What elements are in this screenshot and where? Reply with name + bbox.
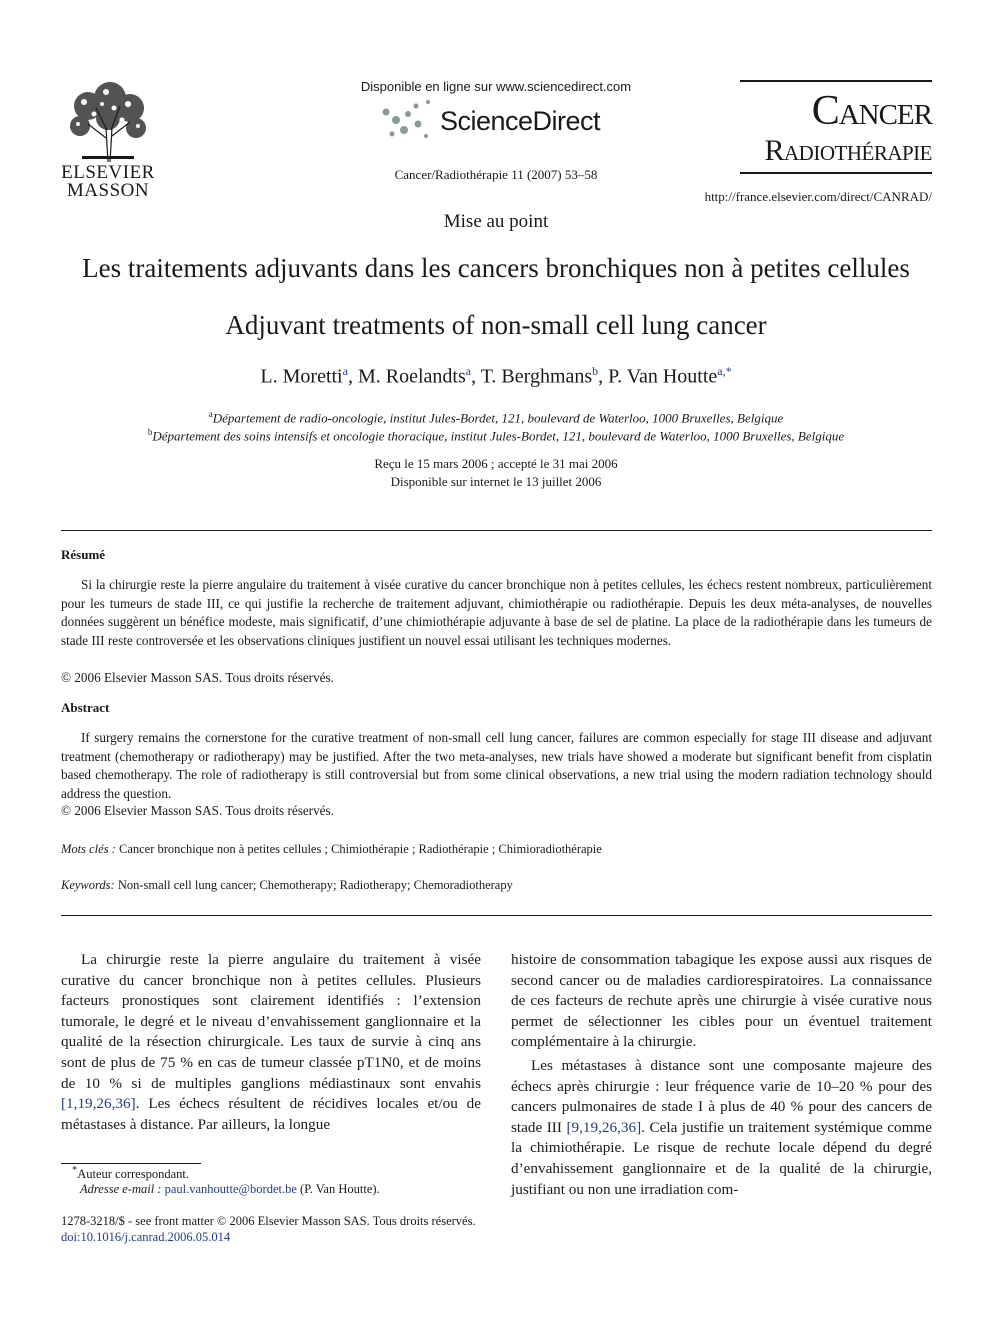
elsevier-masson-logo [58,78,158,200]
affiliation-text: Département de radio-oncologie, institut Jules-Bordet, 121, boulevard de Waterloo, 1000 Bruxelles, Belgique [212,410,784,426]
resume-text: Si la chirurgie reste la pierre angulaire du traitement à visée curative du cancer bronchique non à petites cellules, les échecs restent nombreux, particulièrement pour les tumeurs de stade III, ce qui justifie la recherche de traitement adjuvant, chimiothérapie ou radiothérapie. Depuis les deux méta-analyses, de nouvelles données suggèrent un bénéfice modeste, mais significatif, d’une chimiothérapie adjuvante à base de sel de platine. La place de la radiothérapie dans les tumeurs de stade III reste controversée et les observations cliniques justifient un nouvel essai utilisant les techniques modernes. [61,577,932,648]
keywords-french [61,842,602,857]
citation-link[interactable]: [1,19,26,36] [61,1095,136,1113]
email-note [80,1182,380,1197]
corresponding-author-text: Auteur correspondant. [77,1167,189,1182]
author-name: P. Van Houtte [608,365,718,388]
citation-link[interactable]: [9,19,26,36] [566,1118,642,1136]
footnote-star: * [72,1165,78,1176]
email-label: Adresse e-mail : [80,1182,162,1196]
divider [61,915,932,916]
issn-line: 1278-3218/$ - see front matter © 2006 Elsevier Masson SAS. Tous droits réservés. [61,1214,476,1228]
body-text: Les métastases à distance sont une composante majeure des échecs après chirurgie : leur fréquence varie de 10–20 % pour des cancers pulmonaires de stade I à plus de 40 % pour des cancers de stade III [511,1057,932,1136]
received-dates: Reçu le 15 mars 2006 ; accepté le 31 mai 2006 [374,456,618,471]
article-type: Mise au point [443,211,549,232]
author-list: L. Moretti$^a$, M. Roelandts$^a$, T. Berghmans$^b$, P. Van Houtte$^{a,*}$ [260,364,732,388]
publisher-name-line1: ELSEVIER [61,162,155,183]
publisher-name-line2: MASSON [66,180,150,201]
title-french: Les traitements adjuvants dans les cancers bronchiques non à petites cellules [82,253,910,283]
journal-citation: Cancer/Radiothérapie 11 (2007) 53–58 [394,167,598,182]
author-name: M. Roelandts [357,365,466,388]
doi-link[interactable]: doi:10.1016/j.canrad.2006.05.014 [61,1230,231,1244]
body-text: . Les échecs résultent de récidives locales et/ou de métastases à distance. Par ailleurs, la longue [61,1095,481,1133]
sciencedirect-wordmark: ScienceDirect [440,106,601,136]
journal-logo-line2: Radiothérapie [764,134,932,167]
footnote-divider [61,1163,201,1164]
divider [61,530,932,531]
affiliation-text: Département des soins intensifs et oncologie thoracique, institut Jules-Bordet, 121, boulevard de Waterloo, 1000 Bruxelles, Belgique [152,428,845,444]
title-english: Adjuvant treatments of non-small cell lung cancer [225,310,767,340]
author-name: L. Moretti [260,365,343,388]
keywords-english [61,878,513,893]
available-online-date: Disponible sur internet le 13 juillet 2006 [390,474,602,489]
abstract-text: If surgery remains the cornerstone for the curative treatment of non-small cell lung cancer, failures are common especially for stage III disease and adjuvant treatment (chemotherapy or radiotherapy) may be justified. After the two meta-analyses, new trials have showed a moderate but significant benefit from cisplatin based chemotherapy. The role of radiotherapy is still controversial but from some clinical observations, a new trial using the modern radiation technology should address the question. [61,730,932,801]
elsevier-tree-icon [58,78,158,164]
author-affiliation-link[interactable]: a [342,364,348,378]
body-text: La chirurgie reste la pierre angulaire du traitement à visée curative du cancer bronchique non à petites cellules. Plusieurs facteurs pronostiques sont clairement identifiés : l’extension tumorale, le degré et le niveau d’envahissement ganglionnaire et la qualité de la résection chirurgicale. Les taux de survie à cinq ans sont de plus de 75 % en cas de tumeur classée pT1N0, et de moins de 10 % si de multiples ganglions médiastinaux sont envahis [61,951,481,1092]
body-right-paragraph: histoire de consommation tabagique les expose aussi aux risques de second cancer ou de maladies cardiorespiratoires. La connaissance de ces facteurs de rechute après une chirurgie à visée curative nous permet de sélectionner les cibles pour un éventuel traitement complémentaire à la chirurgie. [511,951,932,1051]
email-link[interactable]: paul.vanhoutte@bordet.be [164,1182,297,1196]
author-affiliation-link[interactable]: a,* [717,364,732,378]
author-affiliation-link[interactable]: b [592,364,599,378]
affiliation [40,409,952,426]
keywords-english-label: Keywords: [61,878,115,892]
abstract-heading: Abstract [61,700,110,715]
email-owner: (P. Van Houtte). [300,1182,380,1196]
keywords-french-label: Mots clés : [61,842,116,856]
sciencedirect-availability: Disponible en ligne sur www.sciencedirect.com [360,79,632,94]
body-right-paragraph [511,1056,932,1200]
keywords-french-list: Cancer bronchique non à petites cellules ; Chimiothérapie ; Radiothérapie ; Chimioradiothérapie [118,842,602,856]
keywords-english-list: Non-small cell lung cancer; Chemotherapy; Radiotherapy; Chemoradiotherapy [117,878,513,892]
affiliation [40,427,952,444]
affiliation-label: a [208,409,213,419]
resume-heading: Résumé [61,547,106,562]
body-left-column [61,950,481,1135]
journal-url-link[interactable]: http://france.elsevier.com/direct/CANRAD/ [704,189,932,204]
author-name: T. Berghmans [480,365,593,388]
body-text: . Cela justifie un traitement systémique comme la chimiothérapie. Le risque de rechute locale dépend du degré d’envahissement ganglionnaire et de la qualité de la chirurgie, justifiant ou non une irradiation com- [511,1118,932,1198]
abstract-copyright: © 2006 Elsevier Masson SAS. Tous droits réservés. [61,803,334,818]
journal-logo-line1: Cancer [811,88,932,134]
affiliation-label: b [147,427,153,437]
resume-copyright: © 2006 Elsevier Masson SAS. Tous droits réservés. [61,670,334,685]
author-affiliation-link[interactable]: a [465,364,472,378]
corresponding-author-note [72,1165,189,1182]
